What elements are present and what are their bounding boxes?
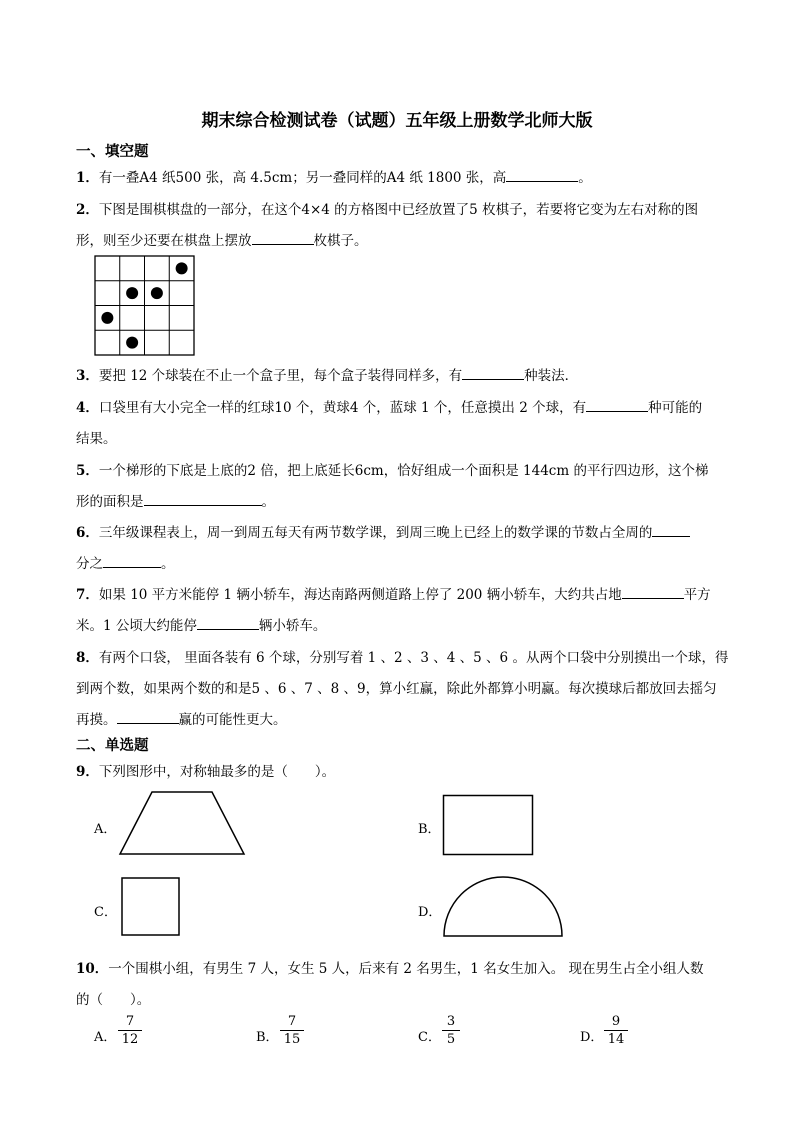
question-5-line-2 [76,490,275,510]
go-stone [176,262,188,274]
square-shape [120,876,184,938]
question-text: 一个梯形的下底是上底的2 倍，把上底延长6cm，恰好组成一个面积是 144cm 的平行四边形，这个梯 [98,463,709,479]
answer-blank[interactable] [117,709,179,724]
section-heading-single-choice: 二、单选题 [76,738,149,754]
fraction-bar [442,1030,460,1031]
question-8-line-2 [76,677,717,697]
fraction-denominator: 14 [607,1032,625,1047]
question-4 [76,396,702,416]
question-text: 下列图形中，对称轴最多的是（ ）。 [98,764,336,780]
question-text: 一个围棋小组，有男生 7 人，女生 5 人，后来有 2 名男生，1 名女生加入。 现在男生占全小组人数 [108,961,704,977]
question-number: 4． [76,400,99,416]
answer-blank[interactable] [506,167,578,182]
question-8 [76,646,728,666]
question-text: 形，则至少还要在棋盘上摆放 [76,233,252,249]
go-board-grid [94,255,196,357]
question-text: 赢的可能性更大。 [178,712,287,728]
question-7 [76,583,711,603]
answer-blank[interactable] [144,491,262,506]
option-d-label[interactable]: D． [418,905,442,920]
question-7-line-2 [76,614,326,634]
question-text: 三年级课程表上，周一到周五每天有两节数学课，到周三晚上已经上的数学课的节数占全周的 [98,525,653,541]
question-number: 10． [76,961,109,977]
option-c-fraction [442,1014,460,1047]
question-10-line-2 [76,988,150,1008]
question-number: 6． [76,525,99,541]
question-text: 有一叠A4 纸500 张，高 4.5cm；另一叠同样的A4 纸 1800 张，高 [98,170,507,186]
fraction-denominator: 15 [283,1032,301,1047]
question-text: 有两个口袋， 里面各装有 6 个球，分别写着 1 、2 、3 、4 、5 、6 。从两个口袋中分别摸出一个球，得 [98,650,729,666]
question-text: 到两个数，如果两个数的和是5 、6 、7 、8 、9，算小红赢，除此外都算小明赢。每次摸球后都放回去摇匀 [76,681,717,697]
answer-blank[interactable] [252,230,314,245]
question-text: 分之 [76,556,103,572]
question-text: 的（ ）。 [76,992,151,1008]
fraction-bar [604,1030,628,1031]
answer-blank[interactable] [462,365,524,380]
option-a-label[interactable]: A． [94,1030,117,1045]
go-stone [101,312,113,324]
question-number: 2． [76,202,99,218]
question-text: 口袋里有大小完全一样的红球10 个，黄球4 个，蓝球 1 个，任意摸出 2 个球，有 [98,400,587,416]
question-number: 3． [76,368,99,384]
answer-blank[interactable] [652,522,690,537]
answer-blank[interactable] [197,615,259,630]
question-number: 5． [76,463,99,479]
question-text: 米。1 公顷大约能停 [76,618,197,634]
question-end: 。 [578,170,592,186]
fraction-denominator: 12 [121,1032,139,1047]
question-end: 。 [161,556,175,572]
fraction-numerator: 7 [125,1014,135,1029]
question-2 [76,198,698,218]
question-number: 8． [76,650,99,666]
section-heading-fill-blank: 一、填空题 [76,144,149,160]
go-stone [126,337,138,349]
page-title: 期末综合检测试卷（试题）五年级上册数学北师大版 [201,111,593,131]
option-d-fraction [604,1014,628,1047]
fraction-denominator: 5 [446,1032,456,1047]
option-c-label[interactable]: C． [418,1030,441,1045]
option-a-label[interactable]: A． [94,822,117,837]
question-text: 再摸。 [76,712,117,728]
question-text: 平方 [683,587,711,603]
fraction-numerator: 9 [611,1014,621,1029]
question-8-line-3 [76,708,287,728]
question-text: 如果 10 平方米能停 1 辆小轿车，海达南路两侧道路上停了 200 辆小轿车，大约共占地 [98,587,622,603]
answer-blank[interactable] [586,397,648,412]
question-9 [76,760,335,780]
go-stone [151,287,163,299]
fraction-numerator: 3 [446,1014,456,1029]
question-2-line-2 [76,229,368,249]
question-text: 结果。 [76,431,117,447]
question-6 [76,521,690,541]
question-5 [76,459,708,479]
question-text: 辆小轿车。 [258,618,327,634]
question-10 [76,957,703,977]
question-end: 。 [261,494,275,510]
question-text: 枚棋子。 [313,233,368,249]
option-b-label[interactable]: B． [256,1030,279,1045]
fraction-bar [280,1030,304,1031]
option-a-fraction [118,1014,142,1047]
question-number: 7． [76,587,99,603]
option-d-label[interactable]: D． [580,1030,604,1045]
semicircle-shape [442,874,564,938]
rectangle-shape [442,794,534,856]
question-text: 要把 12 个球装在不止一个盒子里，每个盒子装得同样多，有 [98,368,463,384]
option-c-label[interactable]: C． [94,905,117,920]
answer-blank[interactable] [103,553,161,568]
trapezoid-shape [118,790,246,856]
question-text: 下图是围棋棋盘的一部分，在这个4×4 的方格图中已经放置了5 枚棋子，若要将它变为左右对称的图 [98,202,699,218]
option-b-fraction [280,1014,304,1047]
question-1 [76,166,592,186]
fraction-bar [118,1030,142,1031]
question-number: 9． [76,764,99,780]
fraction-numerator: 7 [287,1014,297,1029]
go-stone [126,287,138,299]
question-6-line-2 [76,552,175,572]
question-4-line-2 [76,427,117,447]
question-3 [76,364,578,384]
question-text: 形的面积是 [76,494,144,510]
question-end: 种可能的 [648,400,703,416]
option-b-label[interactable]: B． [418,822,441,837]
question-end: 种装法． [524,368,579,384]
answer-blank[interactable] [622,584,684,599]
question-number: 1． [76,170,99,186]
